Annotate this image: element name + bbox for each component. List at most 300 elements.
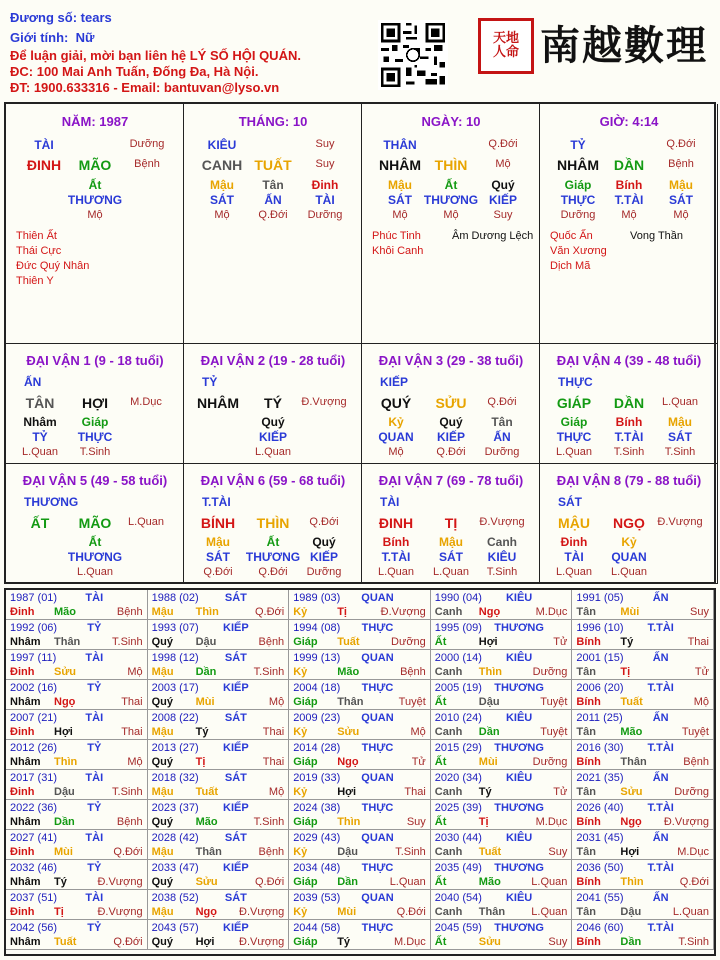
header — [0, 0, 720, 100]
year-cell — [431, 650, 573, 680]
year-label: 2011 (25) — [576, 712, 623, 724]
pillar-title: NĂM: 1987 — [61, 114, 129, 129]
hidden-stem-phase: L.Quan — [610, 566, 648, 578]
hidden-stem-phase: L.Quan — [76, 566, 114, 578]
year-stem: Tân — [576, 666, 596, 678]
year-branch: Mão — [478, 876, 501, 888]
year-phase: Đ.Vượng — [380, 606, 426, 618]
year-phase: Dưỡng — [532, 666, 568, 678]
year-stem: Ất — [434, 936, 447, 948]
pillar-star: Thiên Ất — [16, 230, 57, 242]
year-stem: Tân — [576, 846, 596, 858]
year-phase: Đ.Vượng — [97, 876, 143, 888]
year-stem-god: THƯƠNG — [494, 862, 544, 874]
hidden-stem-phase: L.Quan — [377, 566, 415, 578]
year-phase: Tử — [553, 786, 568, 798]
year-phase: Mộ — [127, 666, 143, 678]
year-stem-god: KIÊU — [505, 592, 533, 604]
year-label: 2000 (14) — [434, 652, 482, 664]
year-phase: Suy — [548, 846, 568, 858]
year-branch: Dần — [620, 936, 642, 948]
year-phase: Mộ — [693, 696, 709, 708]
year-stem-god: KIẾP — [223, 862, 249, 874]
year-stem: Bính — [576, 816, 601, 828]
year-branch: Tị — [478, 816, 489, 828]
red-seal-stamp: 天地 人命 — [478, 18, 534, 74]
year-cell — [6, 650, 148, 680]
year-phase: Mộ — [127, 756, 143, 768]
year-branch: Dần — [337, 876, 358, 888]
year-stem: Giáp — [293, 636, 318, 648]
year-stem: Nhâm — [10, 696, 41, 708]
hidden-stem-phase: Dưỡng — [306, 566, 342, 578]
year-stem-god: THƯƠNG — [494, 802, 544, 814]
year-cell — [289, 830, 431, 860]
year-stem-god: ẤN — [652, 772, 669, 784]
year-stem: Canh — [434, 786, 463, 798]
year-phase: Thai — [121, 696, 143, 708]
hidden-stem-god: KIẾP — [436, 430, 466, 444]
pillar-stem-god: TÀI — [34, 138, 54, 152]
year-label: 2033 (47) — [151, 862, 199, 874]
dai-van-title: ĐẠI VẬN 5 (49 - 58 tuổi) — [22, 473, 168, 488]
year-label: 2045 (59) — [434, 922, 482, 934]
hidden-stem-phase: L.Quan — [555, 566, 593, 578]
dai-van-stem-god: THƯƠNG — [24, 495, 79, 509]
year-phase: Thai — [404, 786, 426, 798]
owner-line: Đương số: tears — [10, 10, 112, 25]
year-stem-god: TỶ — [87, 802, 102, 814]
pillar-branch-phase: Suy — [315, 158, 335, 170]
year-stem-god: KIÊU — [505, 772, 533, 784]
hidden-stem-phase: L.Quan — [432, 566, 470, 578]
pillar-title: GIỜ: 4:14 — [599, 114, 659, 129]
year-stem-god: KIẾP — [223, 682, 249, 694]
year-stem-god: THỰC — [361, 682, 394, 694]
year-phase: Tử — [411, 756, 426, 768]
hidden-stem-phase: T.Sinh — [79, 446, 111, 458]
year-cell — [148, 770, 290, 800]
hidden-stem-god: TÀI — [564, 550, 584, 564]
year-phase: Bệnh — [116, 606, 143, 618]
year-cell — [289, 680, 431, 710]
year-phase: Đ.Vượng — [97, 906, 143, 918]
dai-van-box — [6, 344, 184, 464]
hidden-stem-phase: L.Quan — [254, 446, 292, 458]
year-phase: M.Dục — [535, 606, 568, 618]
year-stem-god: TỶ — [87, 862, 102, 874]
year-branch: Sửu — [195, 876, 218, 888]
year-label: 2018 (32) — [151, 772, 199, 784]
year-stem: Mậu — [151, 786, 174, 798]
pillar-star: Phúc Tinh — [372, 230, 421, 242]
year-phase: Suy — [406, 816, 426, 828]
year-branch: Mão — [195, 816, 218, 828]
hidden-stem: Quý — [312, 535, 336, 549]
hidden-stem-phase: T.Sinh — [664, 446, 696, 458]
year-phase: Đ.Vượng — [239, 906, 285, 918]
dai-van-branch: MÃO — [78, 515, 112, 531]
pillar-star-right: Vong Thần — [630, 230, 684, 242]
year-phase: Dưỡng — [674, 786, 709, 798]
year-cell — [572, 590, 714, 620]
pillar-star: Đức Quý Nhân — [16, 260, 90, 272]
year-stem-god: TỶ — [87, 742, 102, 754]
dai-van-branch: NGỌ — [613, 515, 645, 531]
year-cell — [431, 890, 573, 920]
hidden-stem-phase: Q.Đới — [258, 566, 288, 578]
hidden-stem-phase: Dưỡng — [307, 209, 343, 221]
year-cell — [148, 620, 290, 650]
year-stem: Mậu — [151, 846, 174, 858]
year-phase: Thai — [262, 726, 285, 738]
hidden-stem: Đinh — [311, 178, 339, 192]
hidden-stem: Ất — [88, 535, 102, 549]
year-phase: Q.Đới — [113, 936, 143, 948]
year-cell — [572, 920, 714, 950]
pillar-stem-phase: Suy — [315, 138, 335, 150]
gender-line: Giới tính: Nữ — [10, 30, 95, 45]
year-stem: Bính — [576, 636, 601, 648]
dai-van-box — [540, 464, 718, 584]
year-stem-god: KIẾP — [223, 742, 249, 754]
dai-van-stem-god: KIẾP — [380, 375, 409, 389]
year-branch: Mùi — [54, 846, 73, 858]
hidden-stem: Mậu — [439, 535, 463, 549]
hidden-stem-phase: T.Sinh — [613, 446, 645, 458]
pillar-star: Thiên Y — [16, 275, 54, 287]
year-label: 2007 (21) — [10, 712, 58, 724]
year-stem-god: T.TÀI — [647, 862, 674, 874]
year-phase: L.Quan — [389, 876, 426, 888]
year-branch: Tý — [478, 786, 492, 798]
dai-van-branch: TÝ — [264, 395, 282, 411]
hidden-stem: Ất — [444, 178, 458, 192]
year-stem: Tân — [576, 786, 596, 798]
year-stem-god: KIÊU — [505, 832, 533, 844]
year-label: 2008 (22) — [151, 712, 199, 724]
pillar-star: Dịch Mã — [550, 260, 591, 272]
year-cell — [148, 860, 290, 890]
year-stem: Tân — [576, 726, 596, 738]
year-stem-god: THỰC — [361, 922, 394, 934]
year-stem-god: SÁT — [224, 712, 247, 724]
year-stem-god: T.TÀI — [647, 802, 674, 814]
year-stem: Quý — [151, 696, 173, 708]
dai-van-stem-god: T.TÀI — [202, 495, 231, 509]
hidden-stem: Nhâm — [23, 415, 57, 429]
hidden-stem-god: T.TÀI — [614, 193, 644, 207]
year-branch: Hợi — [478, 636, 498, 648]
year-stem: Mậu — [151, 606, 174, 618]
hidden-stem: Mậu — [210, 178, 234, 192]
hidden-stem-god: QUAN — [611, 550, 647, 564]
hidden-stem: Mậu — [668, 415, 692, 429]
pillar-branch-phase: Mộ — [495, 158, 511, 170]
pillar-branch: THÌN — [434, 157, 468, 173]
year-label: 2027 (41) — [10, 832, 58, 844]
pillar-stem-phase: Q.Đới — [666, 138, 696, 150]
year-phase: L.Quan — [672, 906, 709, 918]
year-cell — [289, 620, 431, 650]
hidden-stem: Mậu — [669, 178, 693, 192]
year-stem: Ất — [434, 816, 447, 828]
year-branch: Tị — [54, 906, 64, 918]
year-phase: T.Sinh — [112, 786, 143, 798]
year-stem: Mậu — [151, 726, 174, 738]
dai-van-title: ĐẠI VẬN 3 (29 - 38 tuổi) — [378, 353, 524, 368]
pillar-branch: DẦN — [613, 157, 645, 173]
year-label: 2030 (44) — [434, 832, 482, 844]
year-phase: Tuyệt — [398, 696, 426, 708]
year-branch: Ngọ — [337, 756, 359, 768]
year-branch: Thìn — [620, 876, 644, 888]
year-branch: Dần — [195, 666, 217, 678]
year-cell — [289, 650, 431, 680]
year-cell — [6, 860, 148, 890]
hidden-stem-phase: Mộ — [87, 209, 103, 221]
year-stem-god: TÀI — [85, 712, 104, 724]
year-label: 2001 (15) — [576, 652, 624, 664]
year-stem-god: KIÊU — [505, 892, 533, 904]
year-stem: Kỷ — [293, 606, 308, 618]
hidden-stem-god: KIẾP — [488, 193, 518, 207]
year-label: 2016 (30) — [576, 742, 624, 754]
year-branch: Ngọ — [195, 906, 217, 918]
hidden-stem-god: T.TÀI — [381, 550, 411, 564]
contact-line: Để luận giải, mời bạn liên hệ LÝ SỐ HỘI QUÁN. — [10, 48, 301, 63]
year-stem-god: KIẾP — [223, 802, 249, 814]
dai-van-stem: GIÁP — [556, 395, 592, 411]
year-cell — [148, 680, 290, 710]
year-label: 2013 (27) — [151, 742, 199, 754]
year-stem-god: SÁT — [224, 772, 247, 784]
year-stem-god: SÁT — [224, 652, 247, 664]
year-phase: T.Sinh — [112, 636, 143, 648]
year-stem-god: ẤN — [652, 892, 669, 904]
hidden-stem-phase: Q.Đới — [436, 446, 466, 458]
year-branch: Tuất — [195, 786, 218, 798]
year-cell — [148, 890, 290, 920]
year-label: 1988 (02) — [151, 592, 199, 604]
year-branch: Mão — [54, 606, 76, 618]
dai-van-title: ĐẠI VẬN 8 (79 - 88 tuổi) — [556, 473, 702, 488]
hidden-stem-god: THỰC — [77, 430, 113, 444]
hidden-stem: Quý — [491, 178, 515, 192]
dai-van-branch: TỊ — [444, 515, 458, 531]
year-cell — [431, 620, 573, 650]
year-stem-god: THƯƠNG — [494, 622, 544, 634]
year-label: 2014 (28) — [293, 742, 341, 754]
year-cell — [6, 740, 148, 770]
year-stem-god: ẤN — [652, 712, 669, 724]
year-cell — [572, 860, 714, 890]
year-stem: Bính — [576, 876, 601, 888]
year-stem-god: QUAN — [361, 592, 394, 604]
year-cell — [148, 650, 290, 680]
year-stem: Bính — [576, 936, 601, 948]
year-stem: Kỷ — [293, 666, 308, 678]
year-stem-god: THƯƠNG — [494, 742, 544, 754]
pillar-title: NGÀY: 10 — [421, 114, 481, 129]
year-label: 2012 (26) — [10, 742, 58, 754]
year-phase: Tuyệt — [540, 696, 568, 708]
year-label: 2035 (49) — [434, 862, 482, 874]
hidden-stem-phase: L.Quan — [21, 446, 59, 458]
year-cell — [6, 800, 148, 830]
dai-van-branch: DẦN — [613, 395, 645, 411]
year-branch: Mùi — [478, 756, 498, 768]
year-cell — [572, 650, 714, 680]
year-cell — [572, 830, 714, 860]
year-label: 2040 (54) — [434, 892, 482, 904]
hidden-stem-god: T.TÀI — [614, 430, 644, 444]
hidden-stem-god: KIÊU — [487, 550, 517, 564]
hidden-stem: Quý — [439, 415, 463, 429]
hidden-stem-god: QUAN — [378, 430, 414, 444]
year-phase: Dưỡng — [532, 756, 568, 768]
pillar-star: Văn Xương — [550, 245, 607, 257]
year-stem-god: ẤN — [652, 652, 669, 664]
pillar-branch-phase: Bệnh — [134, 158, 160, 170]
year-stem: Ất — [434, 696, 447, 708]
year-phase: Suy — [690, 606, 709, 618]
year-stem: Quý — [151, 876, 173, 888]
year-phase: T.Sinh — [253, 816, 285, 828]
hidden-stem-phase: Q.Đới — [258, 209, 288, 221]
year-branch: Thân — [54, 636, 81, 648]
year-cell — [6, 890, 148, 920]
year-phase: Tuyệt — [681, 726, 709, 738]
phone-email-line: ĐT: 1900.633316 - Email: bantuvan@lyso.vn — [10, 80, 280, 95]
dai-van-branch-phase: Q.Đới — [487, 396, 517, 408]
year-phase: Bệnh — [258, 846, 285, 858]
year-cell — [6, 710, 148, 740]
pillar-branch-phase: Bệnh — [668, 158, 694, 170]
year-stem-god: QUAN — [361, 652, 394, 664]
year-stem: Tân — [576, 906, 596, 918]
year-stem-god: TÀI — [85, 892, 104, 904]
dai-van-branch-phase: L.Quan — [127, 516, 165, 528]
year-stem: Canh — [434, 666, 463, 678]
year-label: 1993 (07) — [151, 622, 199, 634]
year-branch: Tuất — [54, 936, 77, 948]
dai-van-title: ĐẠI VẬN 6 (59 - 68 tuổi) — [200, 473, 346, 488]
year-cell — [572, 800, 714, 830]
year-cell — [572, 890, 714, 920]
year-branch: Dậu — [620, 906, 642, 918]
dai-van-stem: ẤT — [30, 515, 50, 531]
year-cell — [289, 590, 431, 620]
hidden-stem-god: SÁT — [439, 550, 463, 564]
year-branch: Tuất — [337, 636, 360, 648]
dai-van-stem-god: TÀI — [380, 495, 400, 509]
year-cell — [431, 740, 573, 770]
year-label: 2028 (42) — [151, 832, 199, 844]
dai-van-stem-god: SÁT — [558, 495, 582, 509]
year-label: 1995 (09) — [434, 622, 482, 634]
year-cell — [431, 590, 573, 620]
year-stem: Mậu — [151, 906, 174, 918]
hidden-stem-god: THỰC — [560, 193, 596, 207]
year-label: 1997 (11) — [10, 652, 57, 664]
pillar-box — [184, 104, 362, 344]
year-label: 2037 (51) — [10, 892, 58, 904]
dai-van-branch: HỢI — [82, 395, 108, 411]
hidden-stem: Tân — [491, 415, 513, 429]
hidden-stem: Giáp — [564, 178, 592, 192]
year-label: 1999 (13) — [293, 652, 341, 664]
year-cell — [431, 680, 573, 710]
hidden-stem: Canh — [487, 535, 517, 549]
dai-van-branch-phase: Đ.Vượng — [479, 516, 525, 528]
brand-logo: 南越數理 — [540, 22, 708, 69]
hidden-stem-phase: Mộ — [673, 209, 689, 221]
annual-luck-table — [4, 588, 716, 956]
year-branch: Ngọ — [54, 696, 76, 708]
pillar-box — [6, 104, 184, 344]
year-label: 2019 (33) — [293, 772, 341, 784]
dai-van-branch: SỬU — [435, 395, 467, 411]
year-cell — [148, 710, 290, 740]
year-branch: Hợi — [54, 726, 73, 738]
year-label: 2038 (52) — [151, 892, 199, 904]
year-stem: Giáp — [293, 816, 318, 828]
year-stem: Canh — [434, 906, 463, 918]
year-stem: Giáp — [293, 756, 318, 768]
year-phase: Tử — [694, 666, 709, 678]
dai-van-stem-god: THỰC — [558, 375, 593, 389]
year-label: 2041 (55) — [576, 892, 624, 904]
year-branch: Thìn — [478, 666, 503, 678]
year-cell — [6, 770, 148, 800]
year-branch: Tuất — [620, 696, 643, 708]
year-stem-god: QUAN — [361, 712, 394, 724]
year-branch: Mùi — [620, 606, 640, 618]
year-branch: Tý — [620, 636, 634, 648]
year-stem: Ất — [434, 756, 447, 768]
dai-van-box — [362, 464, 540, 584]
hidden-stem-god: TỶ — [32, 430, 48, 444]
year-cell — [289, 770, 431, 800]
year-stem: Ất — [434, 876, 447, 888]
year-phase: Thai — [687, 636, 709, 648]
year-cell — [431, 860, 573, 890]
year-stem: Đinh — [10, 846, 35, 858]
year-branch: Tuất — [478, 846, 502, 858]
year-branch: Dần — [478, 726, 500, 738]
year-stem: Đinh — [10, 906, 35, 918]
year-stem: Canh — [434, 606, 463, 618]
year-phase: Bệnh — [258, 636, 285, 648]
year-label: 2042 (56) — [10, 922, 58, 934]
dai-van-branch-phase: M.Dục — [130, 396, 162, 408]
hidden-stem-god: SÁT — [669, 193, 693, 207]
hidden-stem-god: TÀI — [315, 193, 335, 207]
year-branch: Sửu — [478, 936, 501, 948]
year-stem-god: THỰC — [361, 742, 394, 754]
pillar-star: Quốc Ấn — [550, 230, 593, 242]
hidden-stem-god: ẤN — [493, 430, 511, 444]
year-branch: Mão — [620, 726, 643, 738]
year-stem: Quý — [151, 936, 173, 948]
year-branch: Tị — [195, 756, 206, 768]
year-stem-god: THƯƠNG — [494, 922, 544, 934]
year-label: 1989 (03) — [293, 592, 341, 604]
year-label: 1998 (12) — [151, 652, 199, 664]
year-stem-god: TÀI — [85, 772, 104, 784]
year-cell — [6, 620, 148, 650]
